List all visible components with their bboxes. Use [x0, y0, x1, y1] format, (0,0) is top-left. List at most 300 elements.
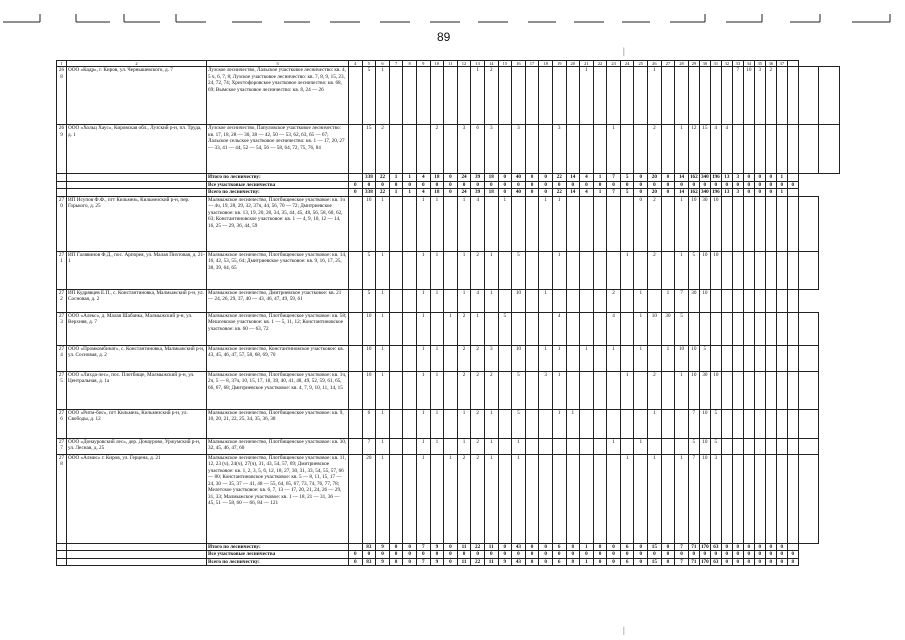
value-cell: 7	[688, 454, 699, 543]
value-cell	[349, 125, 363, 174]
value-cell	[539, 125, 553, 174]
value-cell	[525, 125, 539, 174]
total-value: 43	[512, 558, 526, 566]
value-cell	[498, 345, 512, 371]
total-value: 0	[444, 543, 458, 551]
organization-cell: ООО «Донауровский лес», дер. Донаурово, Уржумский р-н, ул. Лесная, д. 25	[67, 438, 207, 454]
total-value: 0	[362, 551, 376, 559]
total-value: 0	[525, 558, 539, 566]
value-cell	[787, 312, 798, 345]
total-value: 0	[444, 551, 458, 559]
value-cell	[699, 67, 710, 125]
value-cell: 5	[512, 251, 526, 289]
column-number: 10	[430, 61, 444, 67]
value-cell	[634, 454, 648, 543]
value-cell: 1	[430, 409, 444, 438]
location-cell: Малмыжское лесничество, Константиновское участковое: кв. 43, 45, 46, 47, 57, 58, 68, 69, 70	[207, 345, 349, 371]
total-value: 0	[593, 558, 607, 566]
total-value: 7	[416, 543, 430, 551]
total-value: 0	[634, 189, 648, 197]
total-row	[57, 551, 840, 559]
total-value: 13	[721, 189, 732, 197]
column-number: 35	[754, 61, 765, 67]
total-value: 5	[620, 174, 634, 182]
total-value: 3	[732, 189, 743, 197]
total-value: 11	[457, 558, 471, 566]
total-value: 0	[776, 551, 787, 559]
value-cell	[776, 251, 787, 289]
total-blank	[67, 558, 207, 566]
total-value: 0	[498, 174, 512, 182]
value-cell	[776, 438, 787, 454]
value-cell	[389, 345, 403, 371]
value-cell: 1	[430, 196, 444, 251]
value-cell	[721, 67, 732, 125]
total-label: Все участковые лесничества	[207, 181, 349, 189]
value-cell: 1	[444, 312, 458, 345]
value-cell	[593, 454, 607, 543]
value-cell: 1	[376, 196, 390, 251]
value-cell: 1	[552, 409, 566, 438]
value-cell	[776, 345, 787, 371]
value-cell	[444, 67, 458, 125]
total-value: 0	[539, 551, 553, 559]
total-value: 0	[416, 181, 430, 189]
total-value: 0	[580, 551, 594, 559]
total-value: 14	[675, 189, 689, 197]
total-value: 7	[607, 189, 621, 197]
total-value: 0	[661, 551, 675, 559]
column-number: 32	[721, 61, 732, 67]
value-cell: 2	[457, 371, 471, 409]
value-cell	[525, 251, 539, 289]
value-cell	[525, 409, 539, 438]
value-cell	[552, 438, 566, 454]
value-cell	[607, 409, 621, 438]
value-cell: 3	[484, 345, 498, 371]
total-value: 0	[710, 551, 721, 559]
value-cell	[525, 438, 539, 454]
total-value: 71	[688, 558, 699, 566]
value-cell	[498, 251, 512, 289]
total-value: 0	[661, 558, 675, 566]
value-cell	[512, 312, 526, 345]
value-cell: 10	[699, 409, 710, 438]
value-cell	[721, 251, 732, 289]
total-label: Всего по лесничеству:	[207, 189, 349, 197]
forestry-table-sheet	[56, 60, 840, 568]
total-value: 3	[732, 174, 743, 182]
row-number: 275	[57, 371, 67, 409]
value-cell: 10	[688, 345, 699, 371]
total-value: 63	[710, 558, 721, 566]
total-value: 0	[389, 181, 403, 189]
value-cell: 10	[362, 345, 376, 371]
total-value: 0	[376, 551, 390, 559]
row-number: 274	[57, 345, 67, 371]
value-cell	[765, 409, 776, 438]
total-value: 0	[648, 551, 662, 559]
value-cell: 2	[471, 371, 485, 409]
organization-cell: ООО «Ритм-бис», пгт Кильмезь, Кильмезский р-н, ул. Свободы, д. 12	[67, 409, 207, 438]
total-value: 63	[710, 543, 721, 551]
total-value: 13	[721, 174, 732, 182]
value-cell: 1	[484, 289, 498, 312]
value-cell: 1	[498, 196, 512, 251]
total-value: 39	[471, 174, 485, 182]
total-value: 0	[552, 551, 566, 559]
value-cell: 10	[710, 196, 721, 251]
table-row	[57, 67, 840, 125]
organization-cell: ИП Исупов Ф.Ф., пгт Кильмезь, Кильмезский р-н, пер. Горького, д. 25	[67, 196, 207, 251]
value-cell	[607, 371, 621, 409]
value-cell: 1	[457, 251, 471, 289]
value-cell	[787, 196, 798, 251]
value-cell: 2	[471, 345, 485, 371]
total-value: 11	[457, 543, 471, 551]
total-value: 14	[566, 189, 580, 197]
value-cell: 2	[607, 289, 621, 312]
total-value: 18	[484, 189, 498, 197]
value-cell	[743, 438, 754, 454]
value-cell: 1	[552, 371, 566, 409]
value-cell: 2	[648, 371, 662, 409]
value-cell	[593, 67, 607, 125]
total-row	[57, 558, 840, 566]
value-cell	[580, 196, 594, 251]
value-cell: 1	[416, 312, 430, 345]
value-cell	[798, 312, 819, 345]
value-cell	[593, 251, 607, 289]
value-cell	[765, 454, 776, 543]
table-row	[57, 371, 840, 409]
value-cell: 1	[416, 371, 430, 409]
total-value: 20	[648, 189, 662, 197]
value-cell	[566, 67, 580, 125]
total-value: 14	[566, 174, 580, 182]
column-number: 27	[661, 61, 675, 67]
total-blank	[57, 543, 67, 551]
value-cell: 1	[607, 125, 621, 174]
value-cell	[444, 438, 458, 454]
value-cell	[403, 438, 417, 454]
total-value: 338	[362, 174, 376, 182]
value-cell	[787, 371, 798, 409]
total-value: 40	[512, 189, 526, 197]
value-cell	[743, 371, 754, 409]
value-cell: 7	[732, 67, 743, 125]
value-cell: 10	[362, 196, 376, 251]
value-cell: 5	[699, 345, 710, 371]
value-cell	[732, 409, 743, 438]
value-cell	[498, 67, 512, 125]
value-cell: 1	[430, 251, 444, 289]
value-cell: 5	[710, 409, 721, 438]
value-cell	[648, 289, 662, 312]
value-cell: 3	[539, 371, 553, 409]
value-cell	[798, 409, 819, 438]
total-blank	[57, 181, 67, 189]
value-cell	[444, 125, 458, 174]
total-value: 0	[498, 181, 512, 189]
row-number: 269	[57, 125, 67, 174]
total-value: 18	[430, 174, 444, 182]
value-cell	[416, 67, 430, 125]
value-cell: 5	[512, 371, 526, 409]
total-value: 0	[607, 551, 621, 559]
value-cell	[566, 371, 580, 409]
total-value: 0	[580, 181, 594, 189]
column-number: 9	[416, 61, 430, 67]
value-cell	[430, 67, 444, 125]
value-cell	[566, 312, 580, 345]
value-cell	[688, 67, 699, 125]
value-cell	[765, 125, 776, 174]
column-number: 28	[675, 61, 689, 67]
value-cell	[389, 438, 403, 454]
total-value: 1	[403, 189, 417, 197]
total-value: 340	[700, 174, 709, 180]
value-cell: 1	[416, 289, 430, 312]
total-value: 0	[430, 181, 444, 189]
column-number: 26	[648, 61, 662, 67]
value-cell	[512, 196, 526, 251]
value-cell	[444, 409, 458, 438]
value-cell: 2	[648, 125, 662, 174]
total-value: 0	[675, 181, 689, 189]
total-value: 9	[430, 558, 444, 566]
total-value: 43	[512, 543, 526, 551]
value-cell	[798, 345, 819, 371]
value-cell	[743, 196, 754, 251]
total-value: 0	[376, 181, 390, 189]
value-cell	[593, 196, 607, 251]
value-cell	[539, 438, 553, 454]
value-cell	[798, 371, 819, 409]
value-cell	[512, 67, 526, 125]
value-cell: 12	[688, 125, 699, 174]
total-value: 0	[484, 181, 498, 189]
total-value: 1	[389, 189, 403, 197]
value-cell	[648, 345, 662, 371]
total-value: 20	[648, 174, 662, 182]
column-number: 18	[539, 61, 553, 67]
value-cell: 3	[710, 454, 721, 543]
total-value: 0	[743, 189, 754, 197]
total-value: 24	[457, 174, 471, 182]
value-cell: 10	[648, 312, 662, 345]
total-value: 0	[525, 189, 539, 197]
total-value: 0	[607, 558, 621, 566]
value-cell: 1	[661, 289, 675, 312]
total-blank	[67, 543, 207, 551]
total-value: 0	[765, 174, 776, 182]
value-cell: 1	[634, 438, 648, 454]
total-value: 0	[776, 181, 787, 189]
value-cell	[776, 67, 787, 125]
total-value: 0	[552, 181, 566, 189]
value-cell	[798, 438, 819, 454]
value-cell	[498, 371, 512, 409]
total-value: 22	[552, 189, 566, 197]
table-row	[57, 312, 840, 345]
total-value: 0	[525, 181, 539, 189]
total-value: 0	[403, 543, 417, 551]
value-cell: 1	[552, 196, 566, 251]
total-value: 0	[754, 189, 765, 197]
value-cell: 1	[430, 345, 444, 371]
value-cell	[484, 312, 498, 345]
value-cell	[765, 196, 776, 251]
total-blank	[57, 189, 67, 197]
column-number: 22	[593, 61, 607, 67]
value-cell	[661, 125, 675, 174]
total-value: 0	[457, 181, 471, 189]
value-cell: 1	[675, 125, 689, 174]
total-value: 0	[349, 558, 363, 566]
total-value: 0	[699, 551, 710, 559]
total-value: 170	[700, 543, 709, 550]
value-cell	[498, 438, 512, 454]
value-cell: 10	[512, 345, 526, 371]
value-cell	[552, 67, 566, 125]
value-cell	[634, 67, 648, 125]
value-cell: 5	[710, 438, 721, 454]
value-cell: 7	[675, 289, 689, 312]
location-cell: Малмыжское лесничество, Плотбищенское участковое: кв. 9, 10, 20, 21, 22, 25, 34, 35, 36, 38	[207, 409, 349, 438]
column-number: 30	[699, 61, 710, 67]
column-number: 34	[743, 61, 754, 67]
column-number: 37	[776, 61, 787, 67]
total-value: 0	[566, 181, 580, 189]
value-cell: 6	[471, 125, 485, 174]
column-number: 21	[580, 61, 594, 67]
value-cell: 4	[471, 196, 485, 251]
value-cell	[634, 251, 648, 289]
total-blank	[67, 174, 207, 182]
column-number: 25	[634, 61, 648, 67]
column-number: 36	[765, 61, 776, 67]
column-number: 15	[498, 61, 512, 67]
value-cell	[539, 67, 553, 125]
total-value: 340	[700, 189, 709, 195]
total-blank	[57, 558, 67, 566]
value-cell	[798, 251, 819, 289]
location-cell: Лузское лесничество, Папуловское участковое лесничество: кв. 17, 18, 28 — 30, 38 — 42, 50 — 53, 62, 63, 65 — 67; Лальское сельское участковое лесничество: кв. 1 — 17, 20, 27 — 33, 41 — 44, 52 — 54, 56 — 58, 64, 72, 75, 76, 84	[207, 125, 349, 174]
total-value: 0	[498, 189, 512, 197]
value-cell	[743, 312, 754, 345]
value-cell: 2	[471, 454, 485, 543]
value-cell	[721, 312, 732, 345]
value-cell: 1	[675, 454, 689, 543]
location-cell: Малмыжское лесничество, Плотбищенское участковое: кв. 11, 12, 23 (ч), 24(ч), 27(ч), 31, 43, 54, 57, 69; Дмитриевское участковое: кв. 1, 2, 3, 5, 6, 12, 18, 27, 30, 31, 33, 54, 55, 57, 66 — 80; Константиновское участковое: кв. 5 — 8, 11, 15, 17 — 24, 30 — 35, 37 — 41, 48 — 55, 64, 65, 67, 73, 74, 76, 77, 78; Мелетское участковое: кв. 6, 7, 13 — 17, 20, 21, 24, 26 — 29, 31, 33; Малмыжское участковое: кв. 1 — 18, 21 — 31, 36 — 45, 51 — 58, 60 — 66, 84 — 121	[207, 454, 349, 543]
value-cell: 30	[688, 289, 699, 312]
value-cell	[776, 371, 787, 409]
total-value: 1	[776, 189, 787, 197]
column-number: 13	[471, 61, 485, 67]
total-value: 0	[620, 551, 634, 559]
value-cell	[525, 196, 539, 251]
total-value: 4	[416, 174, 430, 182]
value-cell	[787, 289, 798, 312]
value-cell	[754, 289, 765, 312]
value-cell: 1	[416, 454, 430, 543]
organization-cell: ИП Галявинов Ф.Д., пос. Арпорея, ул. Малая Пихтовая, д. 21-1	[67, 251, 207, 289]
value-cell	[607, 454, 621, 543]
total-value: 0	[498, 543, 512, 551]
value-cell	[498, 125, 512, 174]
total-value: 6	[552, 543, 566, 551]
value-cell: 1	[376, 345, 390, 371]
column-number: 17	[525, 61, 539, 67]
value-cell: 3	[484, 125, 498, 174]
value-cell	[580, 125, 594, 174]
value-cell: 10	[710, 251, 721, 289]
value-cell: 4	[471, 289, 485, 312]
total-value: 0	[525, 174, 539, 182]
total-value: 0	[403, 551, 417, 559]
value-cell: 1	[416, 251, 430, 289]
total-value: 6	[620, 543, 634, 551]
column-number: 7	[389, 61, 403, 67]
total-value: 0	[765, 551, 776, 559]
value-cell: 1	[430, 371, 444, 409]
total-value: 0	[539, 174, 553, 182]
value-cell	[699, 312, 710, 345]
value-cell	[403, 125, 417, 174]
value-cell	[743, 454, 754, 543]
value-cell: 4	[710, 125, 721, 174]
total-value: 1	[593, 174, 607, 182]
value-cell: 30	[699, 371, 710, 409]
value-cell	[732, 438, 743, 454]
total-value: 8	[566, 543, 580, 551]
total-label: Все участковые лесничества	[207, 551, 349, 559]
value-cell: 4	[552, 312, 566, 345]
total-value: 0	[661, 181, 675, 189]
total-value: 0	[699, 181, 710, 189]
value-cell	[457, 67, 471, 125]
value-cell: 1	[376, 67, 390, 125]
total-value: 0	[688, 181, 699, 189]
page-number: 89	[437, 30, 451, 44]
value-cell: 1	[620, 251, 634, 289]
value-cell	[675, 438, 689, 454]
value-cell: 5	[675, 312, 689, 345]
value-cell: 1	[539, 345, 553, 371]
value-cell	[566, 125, 580, 174]
value-cell: 1	[416, 409, 430, 438]
value-cell	[580, 289, 594, 312]
column-number: 5	[362, 61, 376, 67]
value-cell: 2	[648, 251, 662, 289]
total-value: 7	[675, 543, 689, 551]
value-cell	[593, 371, 607, 409]
value-cell: 1	[376, 438, 390, 454]
value-cell: 2	[430, 125, 444, 174]
total-value: 0	[743, 543, 754, 551]
total-value: 0	[539, 558, 553, 566]
total-value: 0	[403, 558, 417, 566]
total-value: 0	[484, 551, 498, 559]
total-value: 5	[620, 189, 634, 197]
value-cell	[661, 371, 675, 409]
value-cell	[593, 345, 607, 371]
value-cell: 1	[620, 371, 634, 409]
value-cell	[754, 196, 765, 251]
value-cell: 10	[710, 371, 721, 409]
total-value	[787, 174, 798, 182]
